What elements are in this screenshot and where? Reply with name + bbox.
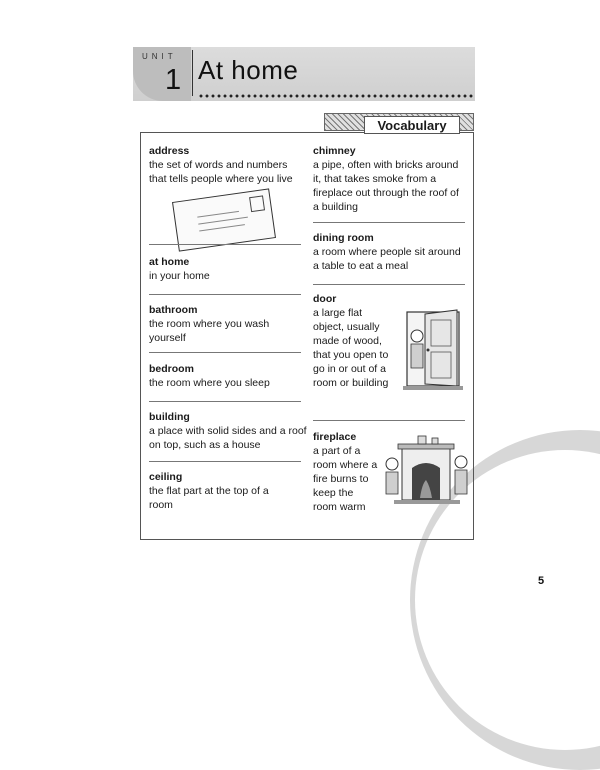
unit-label: UNIT	[142, 52, 177, 61]
entry-bathroom	[149, 303, 309, 345]
door-icon	[395, 306, 465, 394]
divider	[149, 461, 301, 462]
divider	[149, 352, 301, 353]
unit-number: 1	[165, 64, 182, 96]
entry-definition: a large flat object, usually made of wood, that you open to go in or out of a room or building	[313, 307, 389, 389]
entry-address	[149, 144, 309, 186]
entry-word: bathroom	[149, 304, 198, 316]
entry-definition: the set of words and numbers that tells people where you live	[149, 159, 293, 185]
divider	[313, 284, 465, 285]
entry-ceiling	[149, 470, 309, 512]
entry-bedroom	[149, 362, 309, 390]
entry-definition: a pipe, often with bricks around it, that takes smoke from a fireplace out through the roof of a building	[313, 159, 459, 213]
entry-word: ceiling	[149, 471, 183, 483]
entry-word: bedroom	[149, 363, 194, 375]
entry-at-home	[149, 255, 309, 283]
entry-definition: the flat part at the top of a room	[149, 485, 269, 511]
page-number: 5	[538, 575, 545, 587]
vocabulary-heading: Vocabulary	[364, 116, 460, 134]
entry-definition: a place with solid sides and a roof on top, such as a house	[149, 425, 307, 451]
entry-word: chimney	[313, 145, 356, 157]
entry-definition: a part of a room where a fire burns to keep the room warm	[313, 445, 378, 513]
divider	[149, 294, 301, 295]
entry-chimney	[313, 144, 465, 214]
unit-divider	[192, 50, 193, 96]
entry-building	[149, 410, 309, 452]
entry-word: building	[149, 411, 190, 423]
page-title: At home	[198, 55, 299, 85]
stamp-icon	[249, 195, 265, 212]
entry-definition: in your home	[149, 270, 210, 282]
divider	[149, 244, 301, 245]
dotted-underline	[198, 93, 473, 99]
entry-word: address	[149, 145, 190, 157]
divider	[313, 222, 465, 223]
fireplace-icon	[384, 432, 469, 508]
divider	[149, 401, 301, 402]
entry-word: door	[313, 293, 337, 305]
divider	[313, 420, 465, 421]
entry-word: at home	[149, 256, 190, 268]
entry-word: fireplace	[313, 431, 357, 443]
entry-dining-room	[313, 231, 465, 273]
entry-definition: the room where you sleep	[149, 377, 270, 389]
entry-word: dining room	[313, 232, 374, 244]
entry-definition: a room where people sit around a table to eat a meal	[313, 246, 461, 272]
entry-definition: the room where you wash yourself	[149, 318, 270, 344]
